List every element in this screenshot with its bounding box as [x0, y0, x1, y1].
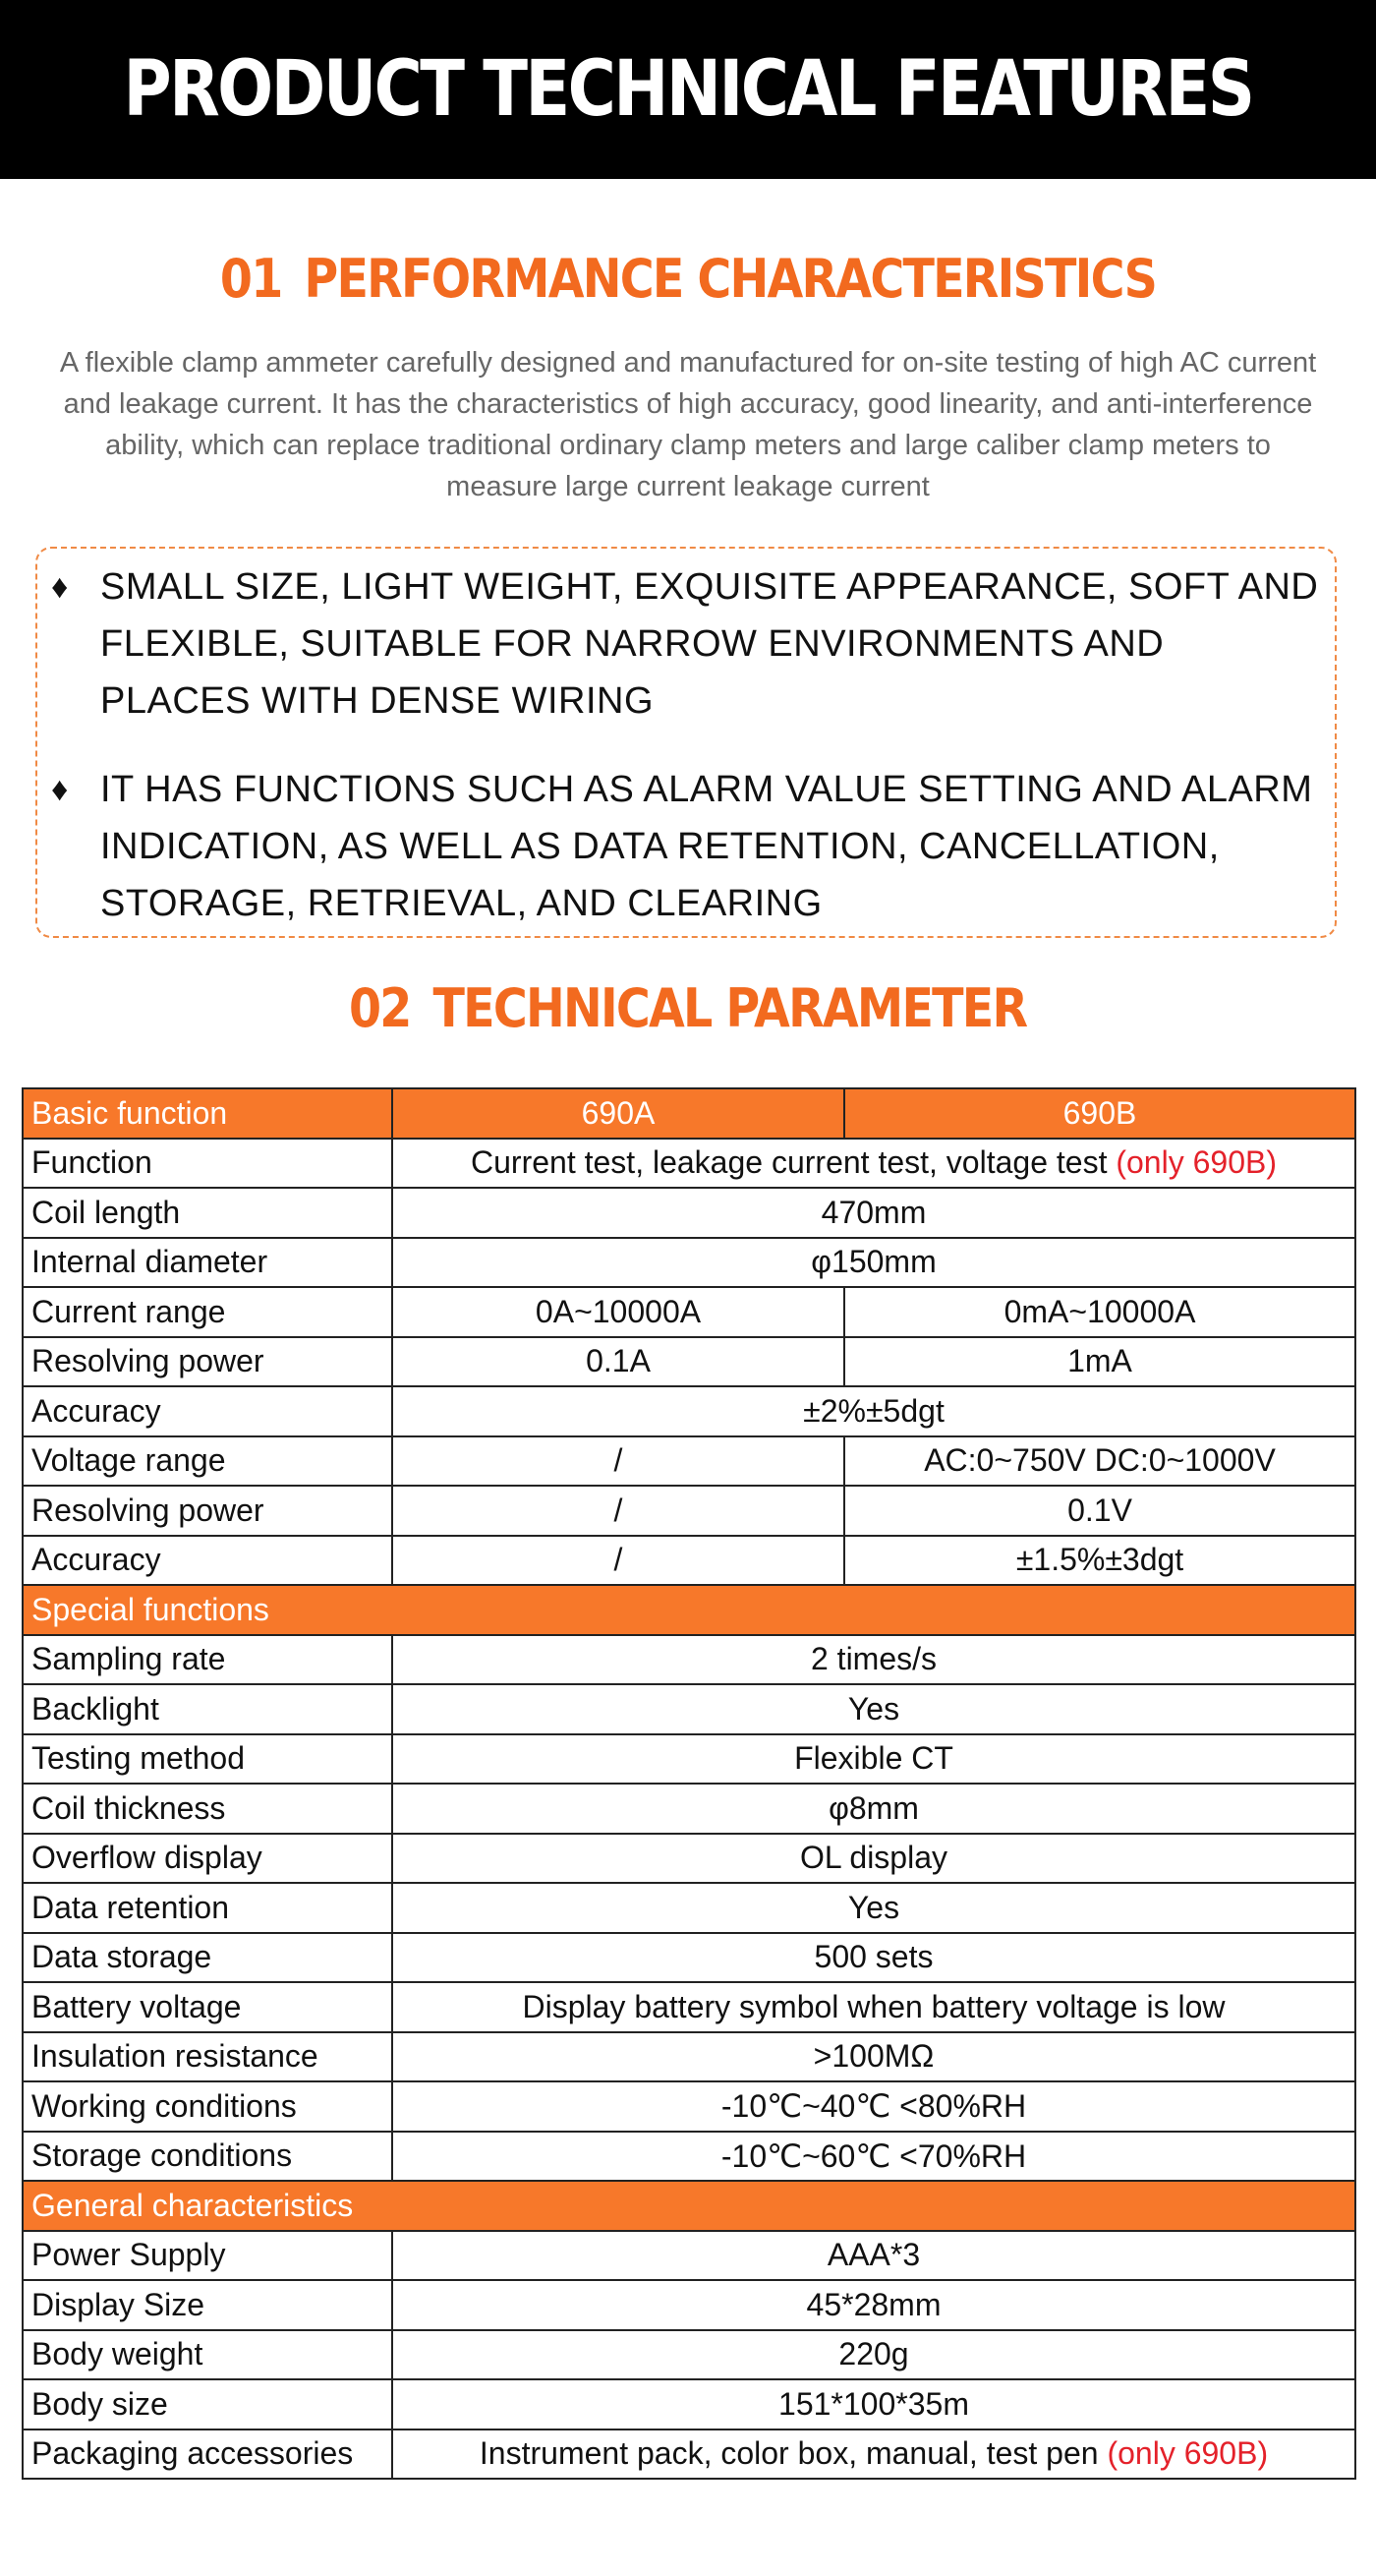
feature-item: [51, 761, 1321, 932]
header-banner: [0, 0, 1376, 179]
row-value: [392, 2379, 1355, 2430]
row-label: Internal diameter: [23, 1238, 392, 1288]
diamond-bullet-icon: ♦: [51, 771, 69, 808]
row-value: [392, 1386, 1355, 1436]
row-label: Function: [23, 1139, 392, 1189]
row-value-text: Display battery symbol when battery voltage is low: [522, 1988, 1226, 2024]
page-title: PRODUCT TECHNICAL FEATURES: [123, 45, 1253, 134]
value-690a: /: [392, 1486, 844, 1536]
table-row: [23, 1386, 1355, 1436]
table-row: [23, 1536, 1355, 1586]
table-row: [23, 2081, 1355, 2132]
value-690a: 0.1A: [392, 1337, 844, 1387]
table-row: [23, 1933, 1355, 1983]
row-label: Power Supply: [23, 2231, 392, 2281]
model-note: (only 690B): [1107, 2435, 1269, 2472]
value-690b: ±1.5%±3dgt: [844, 1536, 1355, 1586]
row-value-text: ±2%±5dgt: [803, 1392, 945, 1429]
row-value-text: 220g: [838, 2336, 909, 2372]
section-label: Special functions: [23, 1585, 1355, 1635]
table-row: [23, 1188, 1355, 1238]
row-value: [392, 2430, 1355, 2480]
row-label: Accuracy: [23, 1536, 392, 1586]
row-label: Resolving power: [23, 1486, 392, 1536]
row-value-text: φ150mm: [811, 1244, 937, 1280]
row-value: [392, 1933, 1355, 1983]
row-value: [392, 1784, 1355, 1834]
table-row: [23, 1486, 1355, 1536]
header-label: Basic function: [23, 1088, 392, 1139]
row-value-text: OL display: [800, 1840, 947, 1876]
table-row: [23, 1635, 1355, 1685]
row-label: Insulation resistance: [23, 2032, 392, 2082]
row-value-text: -10℃~60℃ <70%RH: [720, 2137, 1027, 2174]
row-value: [392, 2330, 1355, 2380]
row-value-text: 45*28mm: [806, 2286, 942, 2322]
value-690b: 0.1V: [844, 1486, 1355, 1536]
row-value: [392, 1834, 1355, 1884]
row-value: [392, 1635, 1355, 1685]
row-value-text: Flexible CT: [794, 1740, 953, 1777]
row-value-text: 2 times/s: [810, 1641, 938, 1677]
row-value: [392, 1734, 1355, 1785]
table-row: [23, 1238, 1355, 1288]
table-row: [23, 1287, 1355, 1337]
header-690a: 690A: [392, 1088, 844, 1139]
table-row: [23, 1684, 1355, 1734]
row-label: Overflow display: [23, 1834, 392, 1884]
value-690a: 0A~10000A: [392, 1287, 844, 1337]
value-690b: 1mA: [844, 1337, 1355, 1387]
row-label: Packaging accessories: [23, 2430, 392, 2480]
row-value: [392, 2280, 1355, 2330]
table-row: [23, 2132, 1355, 2182]
row-value-text: Current test, leakage current test, voltage test: [471, 1144, 1117, 1181]
row-value: [392, 2132, 1355, 2182]
row-label: Working conditions: [23, 2081, 392, 2132]
table-row: [23, 2330, 1355, 2380]
row-label: Body size: [23, 2379, 392, 2430]
feature-text: SMALL SIZE, LIGHT WEIGHT, EXQUISITE APPEARANCE, SOFT AND FLEXIBLE, SUITABLE FOR NARROW ENVIRONMENTS AND PLACES WITH DENSE WIRING: [100, 566, 1319, 722]
table-row: [23, 2231, 1355, 2281]
row-value-text: Yes: [847, 1690, 900, 1727]
row-value: [392, 2231, 1355, 2281]
performance-title: PERFORMANCE CHARACTERISTICS: [304, 248, 1157, 310]
table-row: [23, 1883, 1355, 1933]
row-value-text: 151*100*35m: [778, 2385, 969, 2422]
table-row: [23, 1337, 1355, 1387]
value-690b: AC:0~750V DC:0~1000V: [844, 1436, 1355, 1487]
table-row: [23, 2280, 1355, 2330]
row-label: Resolving power: [23, 1337, 392, 1387]
table-row: [23, 2032, 1355, 2082]
technical-title: TECHNICAL PARAMETER: [432, 977, 1027, 1039]
row-value-text: Instrument pack, color box, manual, test pen: [479, 2435, 1108, 2472]
technical-heading: [0, 977, 1376, 1039]
row-value: [392, 1684, 1355, 1734]
row-value: [392, 2032, 1355, 2082]
row-label: Data storage: [23, 1933, 392, 1983]
row-label: Backlight: [23, 1684, 392, 1734]
model-note: (only 690B): [1116, 1144, 1277, 1181]
row-label: Display Size: [23, 2280, 392, 2330]
value-690a: /: [392, 1436, 844, 1487]
diamond-bullet-icon: ♦: [51, 568, 69, 606]
row-label: Body weight: [23, 2330, 392, 2380]
table-row: [23, 1436, 1355, 1487]
row-label: Testing method: [23, 1734, 392, 1785]
section-label: General characteristics: [23, 2181, 1355, 2231]
row-value: [392, 1238, 1355, 1288]
row-label: Coil thickness: [23, 1784, 392, 1834]
header-690b: 690B: [844, 1088, 1355, 1139]
general-characteristics-row: [23, 2181, 1355, 2231]
row-label: Storage conditions: [23, 2132, 392, 2182]
special-functions-row: [23, 1585, 1355, 1635]
feature-box: [35, 547, 1337, 938]
value-690a: /: [392, 1536, 844, 1586]
row-value-text: >100MΩ: [813, 2038, 935, 2075]
feature-item: [51, 558, 1321, 730]
row-value-text: φ8mm: [829, 1789, 919, 1826]
row-value-text: Yes: [847, 1889, 900, 1925]
row-value: [392, 1883, 1355, 1933]
row-value: [392, 1982, 1355, 2032]
table-row: [23, 1982, 1355, 2032]
row-label: Accuracy: [23, 1386, 392, 1436]
table-row: [23, 1784, 1355, 1834]
table-row: [23, 2379, 1355, 2430]
row-label: Voltage range: [23, 1436, 392, 1487]
table-row: [23, 1734, 1355, 1785]
row-value: [392, 2081, 1355, 2132]
table-row: [23, 1139, 1355, 1189]
row-value-text: -10℃~40℃ <80%RH: [720, 2088, 1027, 2125]
row-value: [392, 1139, 1355, 1189]
performance-heading: [0, 248, 1376, 310]
table-row: [23, 1834, 1355, 1884]
row-label: Data retention: [23, 1883, 392, 1933]
row-label: Sampling rate: [23, 1635, 392, 1685]
table-header-row: [23, 1088, 1355, 1139]
row-value-text: 470mm: [821, 1194, 927, 1230]
technical-number: 02: [349, 977, 411, 1039]
performance-number: 01: [219, 248, 282, 310]
feature-text: IT HAS FUNCTIONS SUCH AS ALARM VALUE SETTING AND ALARM INDICATION, AS WELL AS DATA RETENTION, CANCELLATION, STORAGE, RETRIEVAL, AND CLEARING: [100, 769, 1313, 924]
row-label: Current range: [23, 1287, 392, 1337]
value-690b: 0mA~10000A: [844, 1287, 1355, 1337]
performance-intro: A flexible clamp ammeter carefully designed and manufactured for on-site testing of high AC current and leakage current. It has the characteristics of high accuracy, good linearity, and anti-interference ability, which can replace traditional ordinary clamp meters and large caliber clamp meters to measure large current leakage current: [59, 347, 1317, 502]
table-row: [23, 2430, 1355, 2480]
row-value: [392, 1188, 1355, 1238]
row-label: Battery voltage: [23, 1982, 392, 2032]
row-label: Coil length: [23, 1188, 392, 1238]
spec-table: [22, 1087, 1356, 2480]
row-value-text: 500 sets: [814, 1939, 934, 1975]
row-value-text: AAA*3: [827, 2237, 921, 2273]
